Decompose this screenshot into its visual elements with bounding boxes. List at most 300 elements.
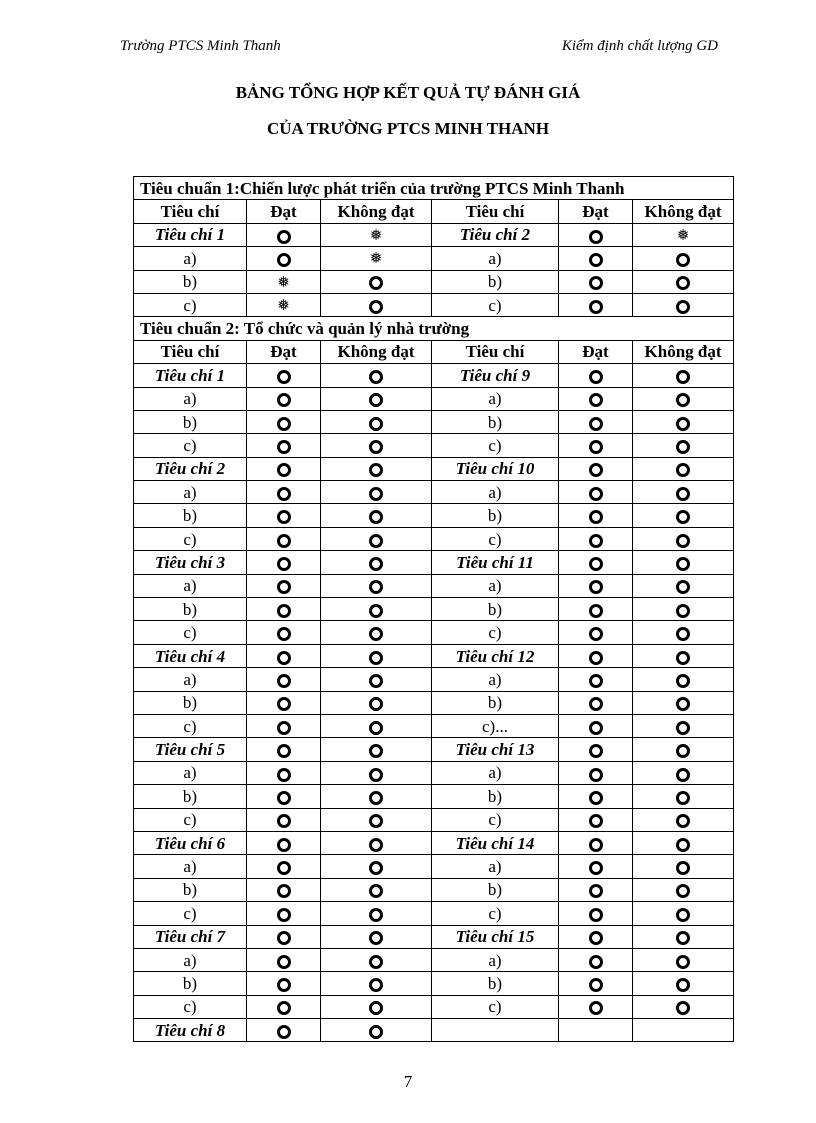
left-criterion-label: c) xyxy=(134,902,247,925)
left-fail-cell xyxy=(321,434,432,457)
ring-icon xyxy=(676,1001,690,1015)
ring-icon xyxy=(277,534,291,548)
ring-icon xyxy=(277,253,291,267)
page-title: BẢNG TỔNG HỢP KẾT QUẢ TỰ ĐÁNH GIÁ xyxy=(235,83,581,102)
ring-icon xyxy=(589,651,603,665)
snowflake-icon: ❅ xyxy=(277,297,290,314)
ring-icon xyxy=(676,300,690,314)
right-pass-cell xyxy=(559,761,633,784)
left-fail-cell xyxy=(321,527,432,550)
right-criterion-label: c)... xyxy=(432,714,559,737)
ring-icon xyxy=(589,838,603,852)
left-fail-cell xyxy=(321,855,432,878)
ring-icon xyxy=(369,604,383,618)
right-criterion-label: b) xyxy=(432,691,559,714)
left-pass-cell xyxy=(247,878,321,901)
ring-icon xyxy=(589,721,603,735)
ring-icon xyxy=(277,955,291,969)
ring-icon xyxy=(589,604,603,618)
ring-icon xyxy=(277,674,291,688)
table-row xyxy=(134,831,734,854)
left-pass-cell xyxy=(247,691,321,714)
left-pass-cell xyxy=(247,855,321,878)
ring-icon xyxy=(277,744,291,758)
ring-icon xyxy=(277,1001,291,1015)
ring-icon xyxy=(676,534,690,548)
left-pass-cell xyxy=(247,948,321,971)
ring-icon xyxy=(277,510,291,524)
right-criterion-label: c) xyxy=(432,995,559,1018)
right-pass-cell xyxy=(559,668,633,691)
right-criterion-label: a) xyxy=(432,481,559,504)
table-row xyxy=(134,1019,734,1042)
left-criterion-label: b) xyxy=(134,691,247,714)
col-criterion-header: Tiêu chí xyxy=(432,340,559,363)
ring-icon xyxy=(589,557,603,571)
left-criterion-label: c) xyxy=(134,293,247,316)
left-fail-cell xyxy=(321,621,432,644)
ring-icon xyxy=(676,276,690,290)
left-criterion-label: a) xyxy=(134,761,247,784)
left-pass-cell xyxy=(247,668,321,691)
right-criterion-label: a) xyxy=(432,948,559,971)
ring-icon xyxy=(369,814,383,828)
ring-icon xyxy=(369,651,383,665)
right-pass-cell xyxy=(559,644,633,667)
right-criterion-label: c) xyxy=(432,808,559,831)
col-pass-header: Đạt xyxy=(559,200,633,223)
left-fail-cell xyxy=(321,878,432,901)
left-pass-cell xyxy=(247,527,321,550)
left-fail-cell xyxy=(321,387,432,410)
right-fail-cell xyxy=(633,878,734,901)
left-fail-cell xyxy=(321,457,432,480)
ring-icon xyxy=(277,697,291,711)
left-criterion-label: b) xyxy=(134,598,247,621)
left-pass-cell xyxy=(247,270,321,293)
right-fail-cell xyxy=(633,270,734,293)
right-criterion-label: b) xyxy=(432,410,559,433)
left-criterion-label: c) xyxy=(134,714,247,737)
right-pass-cell xyxy=(559,808,633,831)
right-pass-cell xyxy=(559,434,633,457)
table-row xyxy=(134,644,734,667)
right-fail-cell xyxy=(633,434,734,457)
left-criterion-label: Tiêu chí 6 xyxy=(134,831,247,854)
left-fail-cell xyxy=(321,223,432,246)
left-pass-cell xyxy=(247,574,321,597)
right-pass-cell xyxy=(559,1019,633,1042)
right-fail-cell xyxy=(633,925,734,948)
ring-icon xyxy=(676,627,690,641)
ring-icon xyxy=(589,1001,603,1015)
right-criterion-label: Tiêu chí 14 xyxy=(432,831,559,854)
left-criterion-label: Tiêu chí 5 xyxy=(134,738,247,761)
right-criterion-label: a) xyxy=(432,387,559,410)
right-fail-cell xyxy=(633,831,734,854)
ring-icon xyxy=(369,744,383,758)
left-criterion-label: c) xyxy=(134,808,247,831)
table-row xyxy=(134,481,734,504)
ring-icon xyxy=(369,768,383,782)
right-criterion-label xyxy=(432,1019,559,1042)
left-fail-cell xyxy=(321,948,432,971)
left-pass-cell xyxy=(247,972,321,995)
ring-icon xyxy=(277,1025,291,1039)
right-pass-cell xyxy=(559,527,633,550)
table-row xyxy=(134,574,734,597)
right-criterion-label: Tiêu chí 15 xyxy=(432,925,559,948)
ring-icon xyxy=(589,417,603,431)
col-criterion-header: Tiêu chí xyxy=(134,200,247,223)
section-title: Tiêu chuẩn 2: Tổ chức và quản lý nhà trường xyxy=(134,317,734,340)
left-pass-cell xyxy=(247,410,321,433)
right-pass-cell xyxy=(559,598,633,621)
right-criterion-label: Tiêu chí 2 xyxy=(432,223,559,246)
left-fail-cell xyxy=(321,504,432,527)
col-pass-header: Đạt xyxy=(247,200,321,223)
left-criterion-label: Tiêu chí 2 xyxy=(134,457,247,480)
right-fail-cell xyxy=(633,714,734,737)
left-criterion-label: Tiêu chí 1 xyxy=(134,223,247,246)
right-pass-cell xyxy=(559,223,633,246)
left-pass-cell xyxy=(247,434,321,457)
right-fail-cell xyxy=(633,387,734,410)
ring-icon xyxy=(589,884,603,898)
ring-icon xyxy=(277,884,291,898)
table-row xyxy=(134,527,734,550)
right-pass-cell xyxy=(559,621,633,644)
ring-icon xyxy=(369,884,383,898)
ring-icon xyxy=(589,627,603,641)
col-fail-header: Không đạt xyxy=(633,340,734,363)
table-row xyxy=(134,925,734,948)
right-criterion-label: b) xyxy=(432,972,559,995)
right-fail-cell xyxy=(633,527,734,550)
left-fail-cell xyxy=(321,293,432,316)
right-criterion-label: c) xyxy=(432,293,559,316)
right-fail-cell xyxy=(633,247,734,270)
right-pass-cell xyxy=(559,948,633,971)
left-fail-cell xyxy=(321,995,432,1018)
left-pass-cell xyxy=(247,831,321,854)
col-pass-header: Đạt xyxy=(247,340,321,363)
ring-icon xyxy=(277,230,291,244)
right-fail-cell xyxy=(633,551,734,574)
right-criterion-label: b) xyxy=(432,878,559,901)
column-header-row xyxy=(134,200,734,223)
left-pass-cell xyxy=(247,457,321,480)
right-fail-cell xyxy=(633,691,734,714)
ring-icon xyxy=(676,370,690,384)
right-fail-cell xyxy=(633,1019,734,1042)
right-fail-cell xyxy=(633,972,734,995)
ring-icon xyxy=(369,557,383,571)
ring-icon xyxy=(277,908,291,922)
left-criterion-label: c) xyxy=(134,434,247,457)
left-criterion-label: a) xyxy=(134,855,247,878)
ring-icon xyxy=(676,884,690,898)
ring-icon xyxy=(676,440,690,454)
left-criterion-label: Tiêu chí 7 xyxy=(134,925,247,948)
ring-icon xyxy=(676,978,690,992)
table-row xyxy=(134,714,734,737)
right-pass-cell xyxy=(559,364,633,387)
table-row xyxy=(134,223,734,246)
ring-icon xyxy=(589,463,603,477)
ring-icon xyxy=(369,1001,383,1015)
right-fail-cell xyxy=(633,644,734,667)
left-pass-cell xyxy=(247,223,321,246)
right-fail-cell xyxy=(633,995,734,1018)
left-pass-cell xyxy=(247,714,321,737)
left-criterion-label: c) xyxy=(134,621,247,644)
table-row xyxy=(134,457,734,480)
left-fail-cell xyxy=(321,1019,432,1042)
table-row xyxy=(134,691,734,714)
ring-icon xyxy=(676,253,690,267)
right-pass-cell xyxy=(559,855,633,878)
right-pass-cell xyxy=(559,738,633,761)
right-criterion-label: Tiêu chí 11 xyxy=(432,551,559,574)
left-pass-cell xyxy=(247,551,321,574)
right-fail-cell xyxy=(633,598,734,621)
right-pass-cell xyxy=(559,293,633,316)
ring-icon xyxy=(369,393,383,407)
ring-icon xyxy=(676,744,690,758)
ring-icon xyxy=(369,534,383,548)
right-criterion-label: c) xyxy=(432,621,559,644)
ring-icon xyxy=(277,768,291,782)
left-pass-cell xyxy=(247,925,321,948)
left-pass-cell xyxy=(247,808,321,831)
results-table xyxy=(133,176,734,1042)
ring-icon xyxy=(676,768,690,782)
right-fail-cell xyxy=(633,574,734,597)
snowflake-icon: ❅ xyxy=(369,251,383,268)
left-criterion-label: a) xyxy=(134,481,247,504)
header-section-name: Kiểm định chất lượng GD xyxy=(561,38,718,54)
right-pass-cell xyxy=(559,410,633,433)
ring-icon xyxy=(277,370,291,384)
table-row xyxy=(134,972,734,995)
ring-icon xyxy=(277,463,291,477)
table-row xyxy=(134,293,734,316)
ring-icon xyxy=(277,861,291,875)
right-fail-cell xyxy=(633,738,734,761)
table-row xyxy=(134,785,734,808)
ring-icon xyxy=(277,604,291,618)
right-pass-cell xyxy=(559,878,633,901)
left-fail-cell xyxy=(321,831,432,854)
left-fail-cell xyxy=(321,761,432,784)
right-pass-cell xyxy=(559,481,633,504)
left-fail-cell xyxy=(321,410,432,433)
ring-icon xyxy=(369,674,383,688)
left-pass-cell xyxy=(247,481,321,504)
ring-icon xyxy=(369,838,383,852)
left-fail-cell xyxy=(321,598,432,621)
right-criterion-label: c) xyxy=(432,527,559,550)
ring-icon xyxy=(676,908,690,922)
column-header-row xyxy=(134,340,734,363)
right-pass-cell xyxy=(559,995,633,1018)
table-row xyxy=(134,621,734,644)
ring-icon xyxy=(676,955,690,969)
table-row xyxy=(134,902,734,925)
ring-icon xyxy=(676,463,690,477)
left-criterion-label: b) xyxy=(134,878,247,901)
left-criterion-label: a) xyxy=(134,574,247,597)
ring-icon xyxy=(369,955,383,969)
ring-icon xyxy=(589,487,603,501)
table-row xyxy=(134,504,734,527)
right-fail-cell xyxy=(633,621,734,644)
left-fail-cell xyxy=(321,925,432,948)
ring-icon xyxy=(369,721,383,735)
ring-icon xyxy=(676,721,690,735)
ring-icon xyxy=(676,674,690,688)
ring-icon xyxy=(676,861,690,875)
left-fail-cell xyxy=(321,902,432,925)
ring-icon xyxy=(369,300,383,314)
left-criterion-label: a) xyxy=(134,247,247,270)
left-criterion-label: Tiêu chí 8 xyxy=(134,1019,247,1042)
right-criterion-label: b) xyxy=(432,785,559,808)
ring-icon xyxy=(676,487,690,501)
right-criterion-label: b) xyxy=(432,504,559,527)
right-fail-cell xyxy=(633,364,734,387)
ring-icon xyxy=(369,370,383,384)
ring-icon xyxy=(676,557,690,571)
right-fail-cell xyxy=(633,761,734,784)
table-row xyxy=(134,995,734,1018)
table-row xyxy=(134,387,734,410)
left-pass-cell xyxy=(247,644,321,667)
table-row xyxy=(134,551,734,574)
section-row xyxy=(134,177,734,200)
col-fail-header: Không đạt xyxy=(321,200,432,223)
ring-icon xyxy=(369,440,383,454)
ring-icon xyxy=(589,674,603,688)
right-pass-cell xyxy=(559,270,633,293)
ring-icon xyxy=(589,370,603,384)
ring-icon xyxy=(277,651,291,665)
ring-icon xyxy=(589,300,603,314)
right-pass-cell xyxy=(559,714,633,737)
ring-icon xyxy=(676,931,690,945)
ring-icon xyxy=(676,604,690,618)
ring-icon xyxy=(676,791,690,805)
ring-icon xyxy=(589,814,603,828)
page-subtitle: CỦA TRƯỜNG PTCS MINH THANH xyxy=(266,119,550,138)
right-pass-cell xyxy=(559,457,633,480)
table-row xyxy=(134,668,734,691)
right-criterion-label: a) xyxy=(432,761,559,784)
left-fail-cell xyxy=(321,270,432,293)
ring-icon xyxy=(589,744,603,758)
right-criterion-label: a) xyxy=(432,247,559,270)
table-row xyxy=(134,761,734,784)
right-pass-cell xyxy=(559,785,633,808)
right-fail-cell xyxy=(633,481,734,504)
left-pass-cell xyxy=(247,785,321,808)
ring-icon xyxy=(277,931,291,945)
snowflake-icon: ❅ xyxy=(369,227,383,244)
ring-icon xyxy=(589,791,603,805)
section-row xyxy=(134,317,734,340)
left-criterion-label: Tiêu chí 3 xyxy=(134,551,247,574)
right-fail-cell xyxy=(633,457,734,480)
ring-icon xyxy=(676,510,690,524)
right-criterion-label: b) xyxy=(432,270,559,293)
left-pass-cell xyxy=(247,761,321,784)
table-row xyxy=(134,855,734,878)
ring-icon xyxy=(369,978,383,992)
ring-icon xyxy=(676,697,690,711)
ring-icon xyxy=(589,534,603,548)
right-pass-cell xyxy=(559,551,633,574)
col-pass-header: Đạt xyxy=(559,340,633,363)
table-row xyxy=(134,364,734,387)
right-pass-cell xyxy=(559,972,633,995)
ring-icon xyxy=(589,697,603,711)
right-criterion-label: a) xyxy=(432,668,559,691)
col-criterion-header: Tiêu chí xyxy=(432,200,559,223)
col-fail-header: Không đạt xyxy=(633,200,734,223)
left-fail-cell xyxy=(321,691,432,714)
ring-icon xyxy=(676,651,690,665)
table-row xyxy=(134,410,734,433)
right-fail-cell xyxy=(633,855,734,878)
left-pass-cell xyxy=(247,387,321,410)
ring-icon xyxy=(369,487,383,501)
table-row xyxy=(134,270,734,293)
ring-icon xyxy=(277,627,291,641)
right-pass-cell xyxy=(559,387,633,410)
right-fail-cell xyxy=(633,223,734,246)
left-pass-cell xyxy=(247,364,321,387)
left-pass-cell xyxy=(247,1019,321,1042)
ring-icon xyxy=(589,978,603,992)
table-row xyxy=(134,738,734,761)
ring-icon xyxy=(589,253,603,267)
left-fail-cell xyxy=(321,738,432,761)
left-criterion-label: a) xyxy=(134,668,247,691)
snowflake-icon: ❅ xyxy=(676,227,690,244)
right-pass-cell xyxy=(559,504,633,527)
ring-icon xyxy=(369,510,383,524)
ring-icon xyxy=(277,557,291,571)
ring-icon xyxy=(589,440,603,454)
left-fail-cell xyxy=(321,247,432,270)
right-pass-cell xyxy=(559,831,633,854)
ring-icon xyxy=(589,393,603,407)
ring-icon xyxy=(277,487,291,501)
left-pass-cell xyxy=(247,995,321,1018)
ring-icon xyxy=(676,814,690,828)
section-title: Tiêu chuẩn 1:Chiến lược phát triển của trường PTCS Minh Thanh xyxy=(134,177,734,200)
ring-icon xyxy=(589,908,603,922)
right-criterion-label: Tiêu chí 12 xyxy=(432,644,559,667)
left-fail-cell xyxy=(321,364,432,387)
ring-icon xyxy=(369,908,383,922)
ring-icon xyxy=(676,393,690,407)
left-fail-cell xyxy=(321,808,432,831)
left-fail-cell xyxy=(321,714,432,737)
left-pass-cell xyxy=(247,598,321,621)
table-row xyxy=(134,948,734,971)
